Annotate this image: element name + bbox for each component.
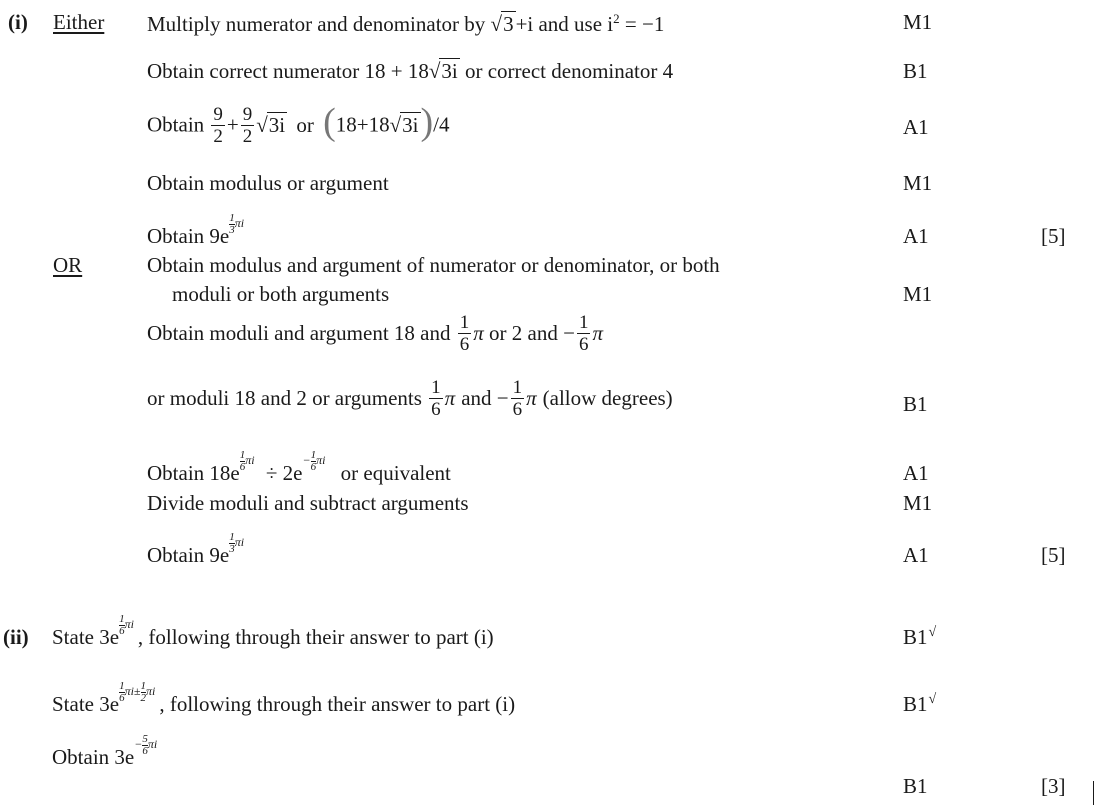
fraction-9-2: $\frac{9}{2}$ (213, 103, 223, 147)
or-step-1-line-2: moduli or both arguments (172, 282, 390, 306)
sqrt-3: √3 (490, 12, 514, 36)
exponent: 1 3 πi (229, 530, 245, 555)
paren-open: ( (323, 101, 336, 143)
either-step-2 (147, 61, 673, 82)
exponent: − 1 6 πi (302, 448, 326, 473)
mark-B1: B1 (903, 392, 928, 416)
sqrt-3i: √3i (428, 59, 458, 83)
mark-A1: A1 (903, 461, 929, 485)
exponent: 1 6 πi (119, 612, 134, 637)
mark-M1: M1 (903, 282, 933, 306)
either-step-5: Obtain 9e $^{\frac{1}{3} \pi i}$ (147, 211, 245, 248)
step-text-b: or correct denominator 4 (459, 59, 674, 83)
part-ii-step-3: Obtain $3e^{- \frac{5}{6} \pi i}$ (52, 732, 158, 769)
exponent: 1 6 πi± 1 2 πi (119, 679, 156, 704)
or-label: OR (53, 253, 83, 277)
mark-B1: B1 (903, 774, 928, 798)
or-step-2: Obtain moduli and argument 18 and $\frac{1}{6}$ π or 2 and − $\frac{1}{6}$ π (147, 312, 603, 355)
step-text-eq: = −1 (619, 12, 665, 36)
fraction-9-2-b: $\frac{9}{2}$ (242, 103, 253, 147)
exponent: 1 6 πi (239, 448, 255, 473)
mark-M1: M1 (903, 491, 933, 515)
part-ii-number: (ii) (3, 625, 29, 649)
or-step-1-line-1: Obtain modulus and argument of numerator or denominator, or both (147, 253, 720, 277)
fraction-1-6: $\frac{1}{6}$ (459, 312, 470, 355)
total-marks: [3] (1041, 774, 1066, 798)
part-ii-step-1: State 3e $^{\frac{1}{6} \pi i}$, following through their answer to part (i) (52, 612, 494, 649)
fraction-1-6: $\frac{1}{6}$ (512, 377, 523, 420)
step-text: Obtain (147, 112, 205, 137)
or-step-5: Divide moduli and subtract arguments (147, 491, 469, 515)
mark-A1: A1 (903, 543, 929, 567)
either-label: Either (53, 10, 105, 34)
or-step-6: Obtain 9e $^{\frac{1}{3} \pi i}$ (147, 530, 245, 567)
exponent: 1 3 πi (229, 211, 245, 236)
total-marks: [5] (1041, 543, 1066, 567)
tick-icon: √ (928, 625, 937, 640)
paren-close: ) (420, 101, 434, 143)
either-step-1 (147, 12, 664, 35)
text-cursor (1093, 781, 1094, 805)
or-step-3: or moduli 18 and 2 or arguments $\frac{1}{6}$ π and − $\frac{1}{6}$ π (allow degrees) (147, 377, 673, 420)
sqrt-3i: √3i (389, 112, 419, 137)
mark-B1-follow-through: B1√ (903, 692, 937, 716)
mark-B1: B1 (903, 59, 928, 83)
step-text: Obtain correct numerator 18 + 18 (147, 59, 429, 83)
step-text: Multiply numerator and denominator by (147, 12, 486, 36)
mark-M1: M1 (903, 171, 933, 195)
fraction-1-6: $\frac{1}{6}$ (431, 377, 441, 420)
or-step-4: Obtain 18e $^{\frac{1}{6} \pi i} \div 2e^{- \frac{1}{6} \pi i}$ or equivalent (147, 448, 451, 485)
step-text-mid: +i and use i (515, 12, 614, 36)
mark-A1: A1 (903, 115, 929, 139)
part-ii-step-2: State 3e $^{\frac{1}{6} \pi i\pm \frac{1}{2} \pi i}$, following through their answer to part (i) (52, 679, 516, 716)
sqrt-3i: √3i (256, 112, 286, 137)
part-i-number: (i) (8, 10, 28, 34)
mark-B1-follow-through: B1√ (903, 625, 937, 649)
tick-icon: √ (928, 692, 937, 707)
mark-A1: A1 (903, 224, 929, 248)
squared: 2 (613, 11, 620, 26)
total-marks: [5] (1041, 224, 1066, 248)
either-step-3: Obtain $\frac{9}{2}$ + $\frac{9}{2}$ √3i or (18+18√3i)/4 (147, 101, 450, 147)
either-step-4: Obtain modulus or argument (147, 171, 389, 195)
mark-M1: M1 (903, 10, 933, 34)
fraction-1-6: $\frac{1}{6}$ (578, 312, 589, 355)
exponent: − 5 6 πi (134, 732, 158, 757)
